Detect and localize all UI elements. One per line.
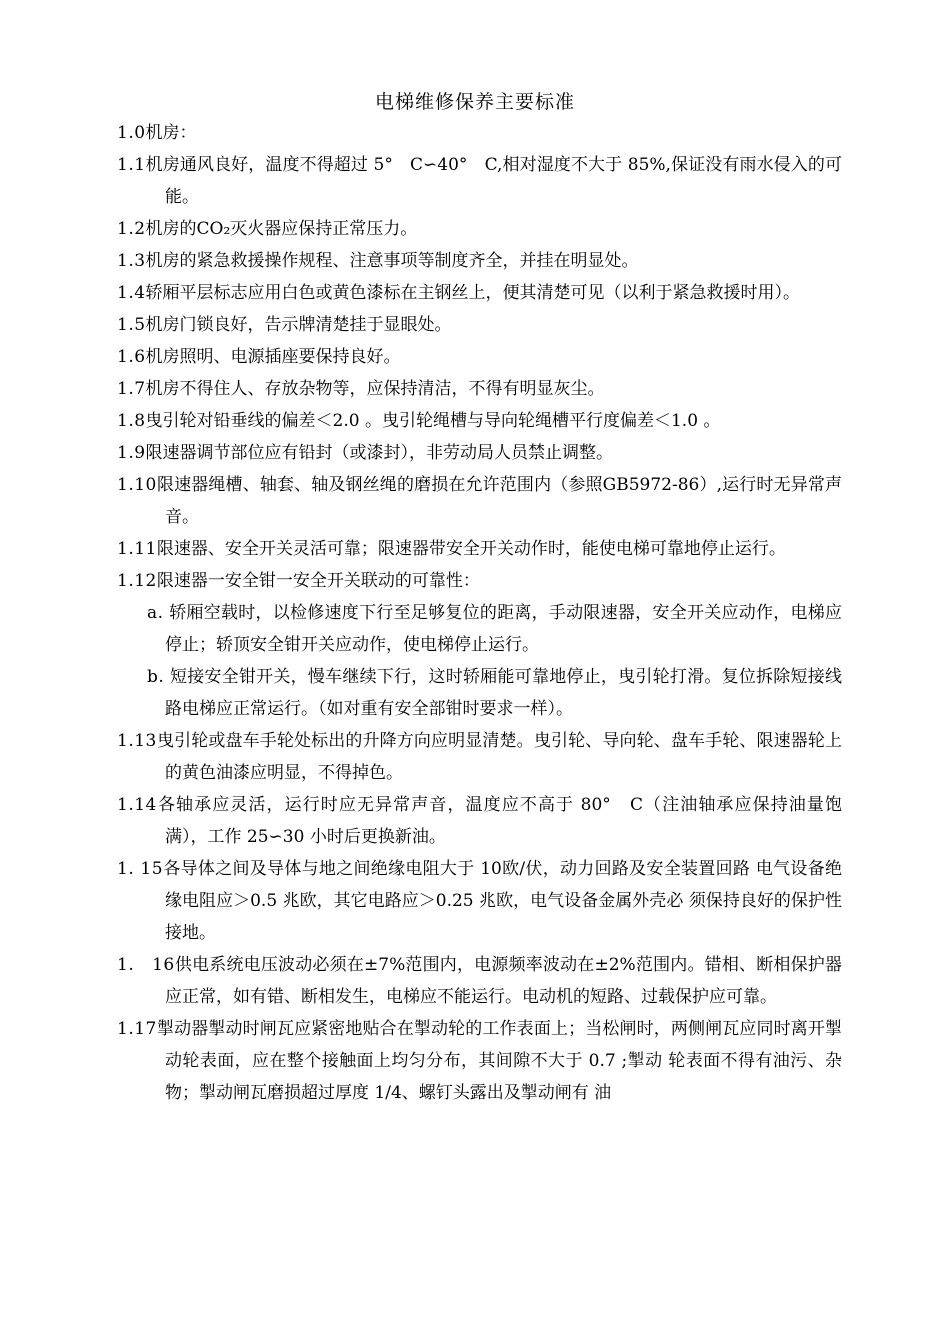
item-text: 轿厢平层标志应用白色或黄色漆标在主钢丝上，便其清楚可见（以利于紧急救援时用）。	[145, 283, 801, 303]
list-item	[117, 1013, 842, 1109]
item-text: 各导体之间及导体与地之间绝缘电阻大于 10欧/伏，动力回路及安全装置回路 电气设备绝缘电阻应＞0.5 兆欧，其它电路应＞0.25 兆欧，电气设备金属外壳必 须保持良好的保护性接地。	[163, 859, 842, 943]
list-item	[117, 373, 842, 405]
list-item	[117, 789, 842, 853]
item-number: 1.12	[117, 571, 157, 591]
list-item	[117, 469, 842, 533]
item-text: 短接安全钳开关，慢车继续下行，这时轿厢能可靠地停止，曳引轮打滑。复位拆除短接线路电梯应正常运行。（如对重有安全部钳时要求一样）。	[165, 667, 843, 719]
list-item	[117, 309, 842, 341]
item-text: 机房的CO₂灭火器应保持正常压力。	[145, 219, 418, 239]
item-text: 供电系统电压波动必须在±7%范围内，电源频率波动在±2%范围内。错相、断相保护器应正常，如有错、断相发生，电梯应不能运行。电动机的短路、过载保护应可靠。	[165, 955, 842, 1007]
item-number: 1.14	[117, 795, 157, 815]
item-number: 1. 16	[117, 955, 175, 975]
item-number: 1.8	[117, 411, 146, 431]
item-number: 1.2	[117, 219, 146, 239]
sub-list-item	[117, 597, 842, 661]
item-text: 机房：	[145, 123, 197, 143]
item-number: 1.17	[117, 1019, 157, 1039]
item-text: 机房通风良好，温度不得超过 5° C∽40° C,相对湿度不大于 85%,保证没有雨水侵入的可能。	[145, 155, 842, 207]
list-item	[117, 405, 842, 437]
item-text: 曳引轮对铅垂线的偏差＜2.0 。曳引轮绳槽与导向轮绳槽平行度偏差＜1.0 。	[145, 411, 721, 431]
list-item	[117, 341, 842, 373]
item-text: 轿厢空载时，以检修速度下行至足够复位的距离，手动限速器，安全开关应动作，电梯应停止；轿顶安全钳开关应动作，使电梯停止运行。	[165, 603, 843, 655]
document-body	[117, 117, 842, 1109]
list-item	[117, 725, 842, 789]
item-number: 1.4	[117, 283, 146, 303]
list-item	[117, 949, 842, 1013]
item-letter: a.	[147, 603, 164, 623]
list-item	[117, 149, 842, 213]
list-item	[117, 213, 842, 245]
list-item	[117, 853, 842, 949]
item-text: 机房不得住人、存放杂物等，应保持清洁，不得有明显灰尘。	[145, 379, 605, 399]
list-item	[117, 437, 842, 469]
item-text: 掣动器掣动时闸瓦应紧密地贴合在掣动轮的工作表面上；当松闸时，两侧闸瓦应同时离开掣动轮表面，应在整个接触面上均匀分布，其间隙不大于 0.7 ;掣动 轮表面不得有油污、杂物；掣动闸瓦磨损超过厚度 1/4、螺钉头露出及掣动闸有 油	[156, 1019, 842, 1103]
item-number: 1.3	[117, 251, 146, 271]
list-item	[117, 245, 842, 277]
item-number: 1.0	[117, 123, 146, 143]
item-text: 曳引轮或盘车手轮处标出的升降方向应明显清楚。曳引轮、导向轮、盘车手轮、限速器轮上的黄色油漆应明显，不得掉色。	[156, 731, 842, 783]
item-text: 机房门锁良好，告示牌清楚挂于显眼处。	[145, 315, 452, 335]
item-number: 1.6	[117, 347, 146, 367]
item-number: 1.1	[117, 155, 146, 175]
item-number: 1.5	[117, 315, 146, 335]
item-number: 1.7	[117, 379, 146, 399]
item-text: 机房的紧急救援操作规程、注意事项等制度齐全，并挂在明显处。	[145, 251, 639, 271]
list-item	[117, 565, 842, 597]
item-letter: b.	[147, 667, 165, 687]
sub-list-item	[117, 661, 842, 725]
item-number: 1.10	[117, 475, 157, 495]
item-text: 机房照明、电源插座要保持良好。	[145, 347, 401, 367]
item-number: 1. 15	[117, 859, 164, 879]
document-title: 电梯维修保养主要标准	[374, 91, 575, 113]
item-text: 限速器、安全开关灵活可靠；限速器带安全开关动作时，能使电梯可靠地停止运行。	[156, 539, 786, 559]
item-text: 各轴承应灵活，运行时应无异常声音，温度应不高于 80° C（注油轴承应保持油量饱满），工作 25∽30 小时后更换新油。	[156, 795, 842, 847]
item-number: 1.11	[117, 539, 157, 559]
item-text: 限速器调节部位应有铅封（或漆封），非劳动局人员禁止调整。	[145, 443, 614, 463]
item-text: 限速器绳槽、轴套、轴及钢丝绳的磨损在允许范围内（参照GB5972-86）,运行时无异常声音。	[156, 475, 842, 527]
list-item	[117, 277, 842, 309]
item-text: 限速器一安全钳一安全开关联动的可靠性：	[156, 571, 480, 591]
list-item	[117, 533, 842, 565]
item-number: 1.13	[117, 731, 157, 751]
item-number: 1.9	[117, 443, 146, 463]
list-item	[117, 117, 842, 149]
